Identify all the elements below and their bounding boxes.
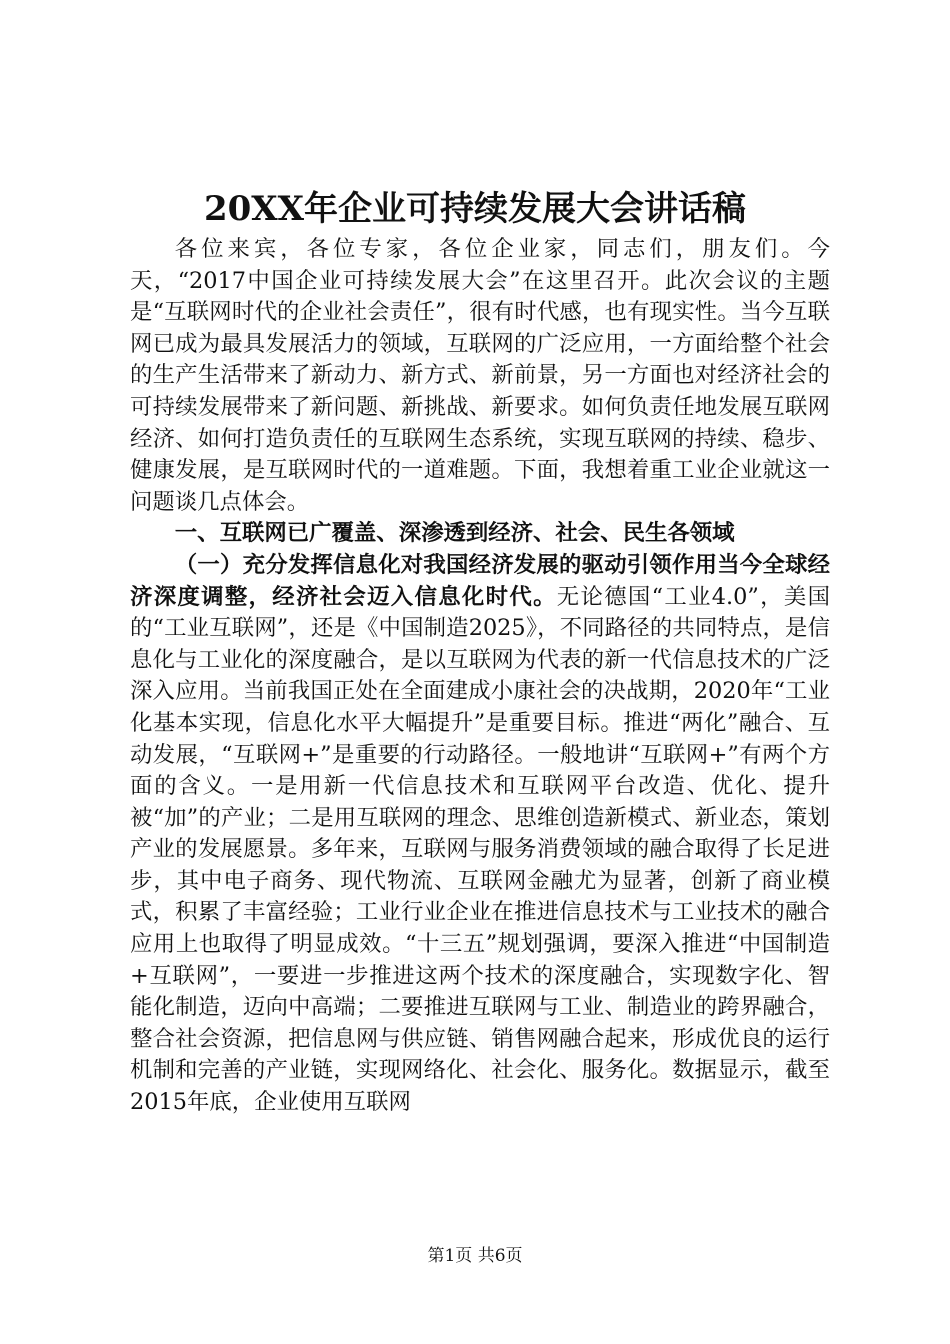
subsection-paragraph-1 (130, 550, 830, 1119)
subsection-body-1: 无论德国“工业4.0”，美国的“工业互联网”，还是《中国制造2025》，不同路径的共同特点，是信息化与工业化的深度融合，是以互联网为代表的新一代信息技术的广泛深入应用。当前我国正处在全面建成小康社会的决战期，2020年“工业化基本实现，信息化水平大幅提升”是重要目标。推进“两化”融合、互动发展，“互联网+”是重要的行动路径。一般地讲“互联网+”有两个方面的含义。一是用新一代信息技术和互联网平台改造、优化、提升被“加”的产业；二是用互联网的理念、思维创造新模式、新业态，策划产业的发展愿景。多年来，互联网与服务消费领域的融合取得了长足进步，其中电子商务、现代物流、互联网金融尤为显著，创新了商业模式，积累了丰富经验；工业行业企业在推进信息技术与工业技术的融合应用上也取得了明显成效。“十三五”规划强调，要深入推进“中国制造+互联网”，一要进一步推进这两个技术的深度融合，实现数字化、智能化制造，迈向中高端；二要推进互联网与工业、制造业的跨界融合，整合社会资源，把信息网与供应链、销售网融合起来，形成优良的运行机制和完善的产业链，实现网络化、社会化、服务化。数据显示，截至2015年底，企业使用互联网 (130, 583, 830, 1116)
opening-paragraph: 各位来宾，各位专家，各位企业家，同志们，朋友们。今天，“2017中国企业可持续发展大会”在这里召开。此次会议的主题是“互联网时代的企业社会责任”，很有时代感，也有现实性。当今互联网已成为最具发展活力的领域，互联网的广泛应用，一方面给整个社会的生产生活带来了新动力、新方式、新前景，另一方面也对经济社会的可持续发展带来了新问题、新挑战、新要求。如何负责任地发展互联网经济、如何打造负责任的互联网生态系统，实现互联网的持续、稳步、健康发展，是互联网时代的一道难题。下面，我想着重工业企业就这一问题谈几点体会。 (130, 236, 830, 515)
section-heading-1: 一、互联网已广覆盖、深渗透到经济、社会、民生各领域 (174, 520, 735, 547)
page-number-footer: 第1页 共6页 (427, 1246, 523, 1266)
document-body (130, 234, 830, 1119)
document-title: 20XX年企业可持续发展大会讲话稿 (203, 189, 747, 229)
subsection-heading-1: （一）充分发挥信息化对我国经济发展的驱动引领作用当今全球经济深度调整，经济社会迈入信息化时代。 (130, 551, 830, 610)
